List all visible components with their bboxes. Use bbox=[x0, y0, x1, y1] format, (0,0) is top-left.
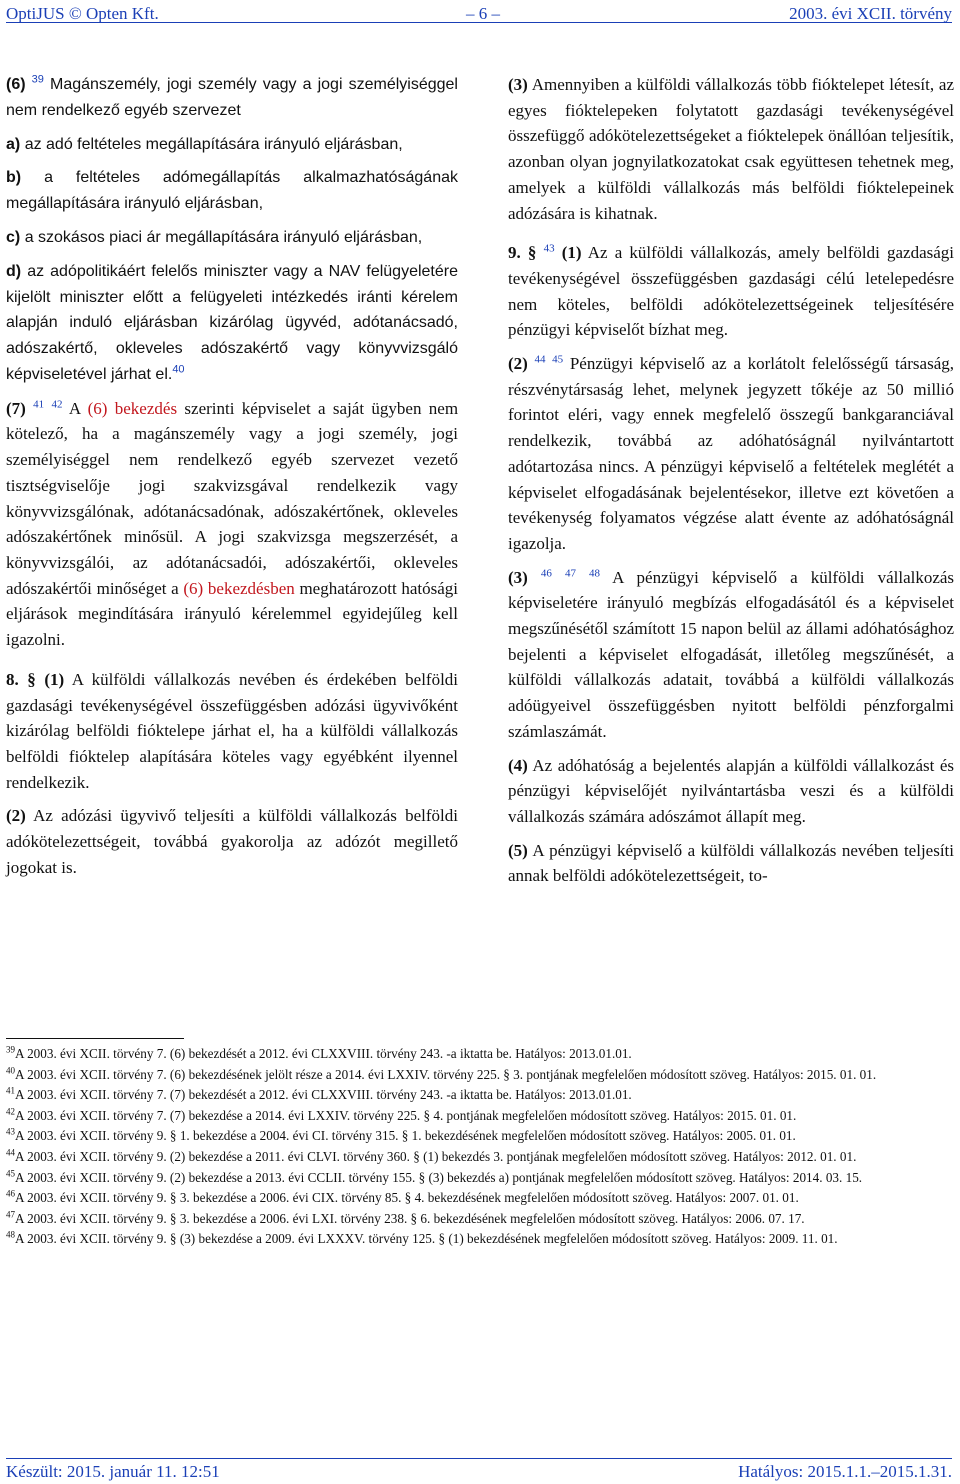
paragraph-text: A pénzügyi képviselő a külföldi vállalkozás képviseletére irányuló megbízás elfogadásától és a képviselet megszűnésétől számított 15 napon belül az állami adóhatósághoz bejelenti a képviselet elfogadását, illetőleg megszűnését, a külföldi vállalkozás adatait, továbbá a külföldi vállalkozás adóügyeivel összefüggésben nyitott belföldi pénzforgalmi számlaszámát. bbox=[508, 567, 955, 741]
paragraph-text: Pénzügyi képviselő az a korlátolt felelősségű társaság, részvénytársaság lehet, melynek jegyzett tőkéje az 50 millió forintot eléri, vagy ennek megfelelő összegű bankgaranciával rendelkezik, továbbá az adóhatóságnál nyilvántartott adótartozása nincs. A pénzügyi képviselő a feltételek meglétét a képviselet elfogadásának bejelentésekor, illetve ezt követően a tevékenység folyamatos végzése alatt évente az adóhatóságnál igazolja. bbox=[508, 354, 954, 553]
point-label: d) bbox=[6, 262, 22, 280]
footnotes bbox=[6, 1044, 948, 1250]
paragraph-text: Magánszemély, jogi személy vagy a jogi személyiséggel nem rendelkező egyéb szervezet bbox=[6, 76, 458, 119]
footnote-ref[interactable]: 44 bbox=[534, 353, 546, 366]
footnote-number: 45 bbox=[6, 1168, 15, 1179]
footnote-divider bbox=[6, 1038, 184, 1039]
footnote-number: 46 bbox=[6, 1188, 15, 1199]
paragraph-label: (5) bbox=[508, 840, 528, 860]
paragraph-label: (3) bbox=[508, 567, 528, 587]
effective-period: Hatályos: 2015.1.1.–2015.1.31. bbox=[738, 1462, 952, 1481]
section-label: 9. § bbox=[508, 243, 537, 263]
footnote bbox=[6, 1229, 948, 1250]
footnote bbox=[6, 1168, 948, 1189]
paragraph-label: (2) bbox=[508, 354, 528, 374]
paragraph-text: A pénzügyi képviselő a külföldi vállalkozás nevében teljesíti annak belföldi adókötelezettségeit, to- bbox=[508, 840, 954, 886]
page-footer bbox=[6, 1462, 952, 1482]
point-text: a feltételes adómegállapítás alkalmazhatóságának megállapítására irányuló eljárásban, bbox=[6, 169, 459, 213]
cross-reference-link[interactable]: (6) bekezdés bbox=[87, 398, 178, 418]
paragraph-label: (4) bbox=[508, 755, 528, 775]
footnote-ref[interactable]: 48 bbox=[589, 567, 601, 579]
section-label: 8. § bbox=[6, 669, 36, 689]
point-a bbox=[6, 132, 458, 158]
paragraph-label: (7) bbox=[6, 398, 26, 418]
generated-date: Készült: 2015. január 11. 12:51 bbox=[6, 1462, 220, 1481]
footnote bbox=[6, 1188, 948, 1209]
section-8-paragraph-1 bbox=[6, 667, 458, 796]
paragraph-label: (3) bbox=[508, 75, 528, 94]
footnote-text: A 2003. évi XCII. törvény 7. (6) bekezdését a 2012. évi CLXXVIII. törvény 243. -a iktatta be. Hatályos: 2013.01.01. bbox=[15, 1046, 632, 1061]
section-8-paragraph-2 bbox=[6, 803, 458, 880]
section-9-paragraph-2 bbox=[508, 351, 954, 557]
footnote-text: A 2003. évi XCII. törvény 9. (2) bekezdése a 2011. évi CLVI. törvény 360. § (1) bekezdés 3. pontjának megfelelően módosított szöveg. Hatályos: 2012. 01. 01. bbox=[15, 1148, 857, 1164]
footnote-ref[interactable]: 43 bbox=[543, 242, 555, 255]
cross-reference-link[interactable]: (6) bekezdésben bbox=[183, 578, 295, 598]
point-text: az adó feltételes megállapítására irányuló eljárásban, bbox=[24, 135, 403, 153]
page-number: – 6 – bbox=[466, 4, 500, 23]
footnote-ref[interactable]: 46 bbox=[540, 567, 552, 579]
footnote-text: A 2003. évi XCII. törvény 9. § (3) bekezdése a 2009. évi LXXXV. törvény 125. § (1) bekezdésének megfelelően módosított szöveg. Hatályos: 2009. 11. 01. bbox=[15, 1231, 838, 1247]
left-column bbox=[6, 72, 458, 880]
footnote bbox=[6, 1044, 948, 1065]
paragraph-text: meghatározott hatósági eljárások megindítására irányuló kérelemmel egyidejűleg kell igazolni. bbox=[6, 578, 459, 650]
page-header bbox=[6, 4, 952, 28]
footnote bbox=[6, 1106, 948, 1127]
footnote-ref[interactable]: 41 bbox=[33, 398, 45, 411]
footnote-number: 42 bbox=[6, 1106, 15, 1117]
footnote-number: 48 bbox=[6, 1229, 15, 1240]
section-8-paragraph-3 bbox=[508, 72, 954, 226]
paragraph-text: Az adóhatóság a bejelentés alapján a külföldi vállalkozást és pénzügyi képviselőjét nyilvántartásba veszi és a külföldi vállalkozás számára adószámot állapít meg. bbox=[508, 755, 954, 826]
point-text: az adópolitikáért felelős miniszter vagy a NAV felügyeletére kijelölt miniszter előtt a felügyeleti intézkedés iránti kérelem alapján induló eljárásban kizárólag ügyvéd, adótanácsadó, adószakértő, okleveles adószakértő vagy könyvvizsgáló képviseletével járhat el. bbox=[6, 262, 459, 383]
section-9-paragraph-4 bbox=[508, 753, 954, 830]
paragraph-text: Az adózási ügyvivő teljesíti a külföldi vállalkozás belföldi adókötelezettségeit, továbbá gyakorolja az adózót megillető jogokat is. bbox=[6, 806, 458, 877]
paragraph-text: Amennyiben a külföldi vállalkozás több fióktelepet létesít, az egyes fióktelepeken folytatott gazdasági tevékenységével összefüggő adókötelezettségeket a fióktelepek önállóan teljesítik, azonban olyan jognyilatkozatokat csak együttesen tehetnek meg, amelyek a külföldi vállalkozás más belföldi fióktelepeinek adózására is kihatnak. bbox=[508, 75, 954, 223]
paragraph-text: A külföldi vállalkozás nevében és érdekében belföldi gazdasági tevékenységével összefüggésben adózási ügyvivőként kizárólag belföldi fióktelepe járhat el, ha a külföldi vállalkozás belföldi fióktelep alapítására köteles vagy egyébként ilyennel rendelkezik. bbox=[6, 669, 459, 792]
law-title: 2003. évi XCII. törvény bbox=[789, 4, 952, 23]
footnote-number: 41 bbox=[6, 1085, 15, 1096]
point-c bbox=[6, 225, 458, 251]
footnote-ref[interactable]: 42 bbox=[51, 398, 63, 411]
point-b bbox=[6, 165, 458, 217]
footnote-ref[interactable]: 40 bbox=[172, 363, 185, 376]
paragraph-7 bbox=[6, 396, 458, 653]
footnote-text: A 2003. évi XCII. törvény 9. § 3. bekezdése a 2006. évi CIX. törvény 85. § 4. bekezdésének megfelelően módosított szöveg. Hatályos: 2007. 01. 01. bbox=[15, 1190, 799, 1206]
footnote-ref[interactable]: 45 bbox=[552, 353, 564, 366]
footnote bbox=[6, 1085, 948, 1106]
section-9-paragraph-1 bbox=[508, 240, 954, 343]
paragraph-text: szerinti képviselet a saját ügyben nem kötelező, ha a magánszemély vagy a jogi személy, jogi személyiséggel nem rendelkező egyéb szervezet vezető tisztségviselője jogi szakvizsgával rendelkezik vagy könyvvizsgálónak, adótanácsadónak, adószakértőnek, okleveles adószakértőnek minősül. A jogi szakvizsga megszerzését, a könyvvizsgálói, az adótanácsadói, adószakértői, okleveles adószakértői minőséget a bbox=[6, 398, 459, 598]
footnote bbox=[6, 1147, 948, 1168]
footnote-text: A 2003. évi XCII. törvény 9. § 3. bekezdése a 2006. évi LXI. törvény 238. § 6. bekezdésének megfelelően módosított szöveg. Hatályos: 2006. 07. 17. bbox=[15, 1210, 805, 1226]
footnote-text: A 2003. évi XCII. törvény 7. (7) bekezdése a 2014. évi LXXIV. törvény 225. § 4. pontjának megfelelően módosított szöveg. Hatályos: 2015. 01. 01. bbox=[15, 1107, 797, 1123]
section-9-paragraph-3 bbox=[508, 565, 954, 745]
right-column bbox=[508, 72, 954, 889]
paragraph-text: A bbox=[68, 398, 81, 418]
footnote-number: 40 bbox=[6, 1065, 15, 1076]
paragraph-label: (6) bbox=[6, 76, 26, 93]
paragraph-label: (1) bbox=[561, 243, 582, 263]
point-label: b) bbox=[6, 169, 22, 187]
point-text: a szokásos piaci ár megállapítására irányuló eljárásban, bbox=[24, 228, 423, 246]
footnote-text: A 2003. évi XCII. törvény 7. (6) bekezdésének jelölt része a 2014. évi LXXIV. törvény 225. § 3. pontjának megfelelően módosított szöveg. Hatályos: 2015. 01. 01. bbox=[15, 1066, 877, 1082]
footnote-number: 44 bbox=[6, 1147, 15, 1158]
paragraph-label: (1) bbox=[44, 669, 65, 689]
paragraph-6 bbox=[6, 72, 458, 124]
footnote-number: 39 bbox=[6, 1044, 15, 1055]
footnote bbox=[6, 1126, 948, 1147]
footnote bbox=[6, 1065, 948, 1086]
point-label: c) bbox=[6, 228, 21, 246]
footnote-number: 43 bbox=[6, 1126, 15, 1137]
footnote-text: A 2003. évi XCII. törvény 9. § 1. bekezdése a 2004. évi CI. törvény 315. § 1. bekezdésének megfelelően módosított szöveg. Hatályos: 2005. 01. 01. bbox=[15, 1128, 796, 1144]
footnote-ref[interactable]: 39 bbox=[31, 73, 44, 86]
footnote-text: A 2003. évi XCII. törvény 9. (2) bekezdése a 2013. évi CCLII. törvény 155. § (3) bekezdés a) pontjának megfelelően módosított szöveg. Hatályos: 2014. 03. 15. bbox=[15, 1169, 863, 1185]
footnote-text: A 2003. évi XCII. törvény 7. (7) bekezdését a 2012. évi CLXXVIII. törvény 243. -a iktatta be. Hatályos: 2013.01.01. bbox=[15, 1087, 632, 1103]
footnote-ref[interactable]: 47 bbox=[564, 567, 576, 579]
paragraph-text: Az a külföldi vállalkozás, amely belföldi gazdasági tevékenységével összefüggésben gazdasági célú letelepedésre nem köteles, belföldi adókötelezettségeinek teljesítésére pénzügyi képviselőt bízhat meg. bbox=[508, 243, 955, 340]
point-d bbox=[6, 259, 458, 388]
footer-divider bbox=[6, 1458, 952, 1459]
footnote-number: 47 bbox=[6, 1209, 15, 1220]
header-divider bbox=[6, 22, 952, 23]
footnote bbox=[6, 1209, 948, 1230]
publisher-label: OptiJUS © Opten Kft. bbox=[6, 4, 159, 23]
point-label: a) bbox=[6, 135, 21, 153]
section-9-paragraph-5 bbox=[508, 838, 954, 889]
paragraph-label: (2) bbox=[6, 806, 26, 826]
